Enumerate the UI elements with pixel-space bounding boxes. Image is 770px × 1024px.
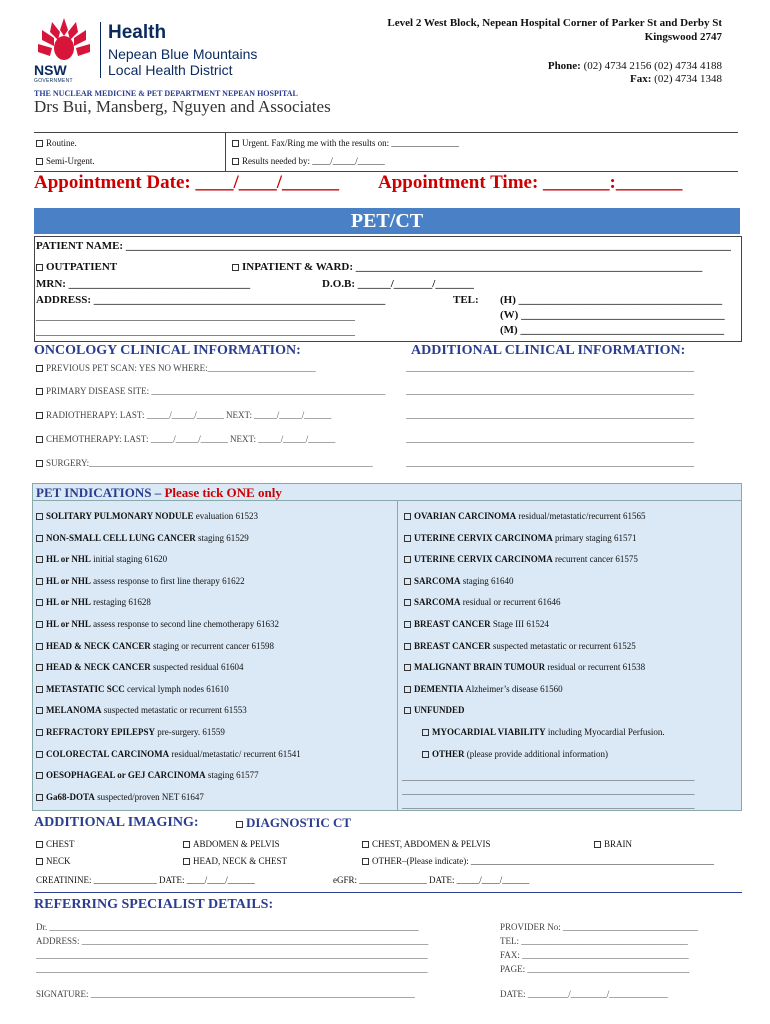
checkbox[interactable] bbox=[362, 841, 369, 848]
indication-name: HEAD & NECK CANCER bbox=[46, 662, 151, 673]
additional-info-line[interactable]: ________________________________________________________________ bbox=[406, 386, 694, 396]
checkbox[interactable] bbox=[232, 158, 239, 165]
checkbox[interactable] bbox=[404, 535, 411, 542]
checkbox[interactable] bbox=[183, 841, 190, 848]
other-info-line[interactable]: _________________________________________________________________ bbox=[402, 786, 695, 796]
checkbox[interactable] bbox=[36, 365, 43, 372]
government-wordmark: GOVERNMENT bbox=[34, 78, 73, 84]
indication-name: SARCOMA bbox=[414, 597, 461, 608]
additional-info-line[interactable]: ________________________________________________________________ bbox=[406, 458, 694, 468]
other-info-line[interactable]: _________________________________________________________________ bbox=[402, 800, 695, 810]
indication-option[interactable] bbox=[404, 662, 645, 672]
checkbox[interactable] bbox=[36, 158, 43, 165]
indication-detail: cervical lymph nodes 61610 bbox=[124, 683, 229, 694]
indication-detail: suspected metastatic or recurrent 61525 bbox=[490, 640, 636, 651]
brain-label: BRAIN bbox=[604, 839, 633, 849]
indication-detail: recurrent cancer 61575 bbox=[552, 554, 638, 565]
chest-option[interactable] bbox=[36, 839, 75, 849]
checkbox[interactable] bbox=[232, 140, 239, 147]
checkbox[interactable] bbox=[422, 751, 429, 758]
checkbox[interactable] bbox=[404, 599, 411, 606]
additional-imaging-heading: ADDITIONAL IMAGING: bbox=[34, 815, 199, 830]
checkbox[interactable] bbox=[36, 556, 43, 563]
indication-option[interactable] bbox=[404, 641, 636, 651]
inpatient-label: INPATIENT & WARD: _______________________________________________________________ bbox=[242, 261, 703, 273]
referrer-heading: REFERRING SPECIALIST DETAILS: bbox=[34, 897, 274, 912]
address-line-2-field[interactable]: __________________________________________________________ bbox=[36, 310, 355, 322]
neck-option[interactable] bbox=[36, 856, 71, 866]
chest-abdomen-pelvis-label: CHEST, ABDOMEN & PELVIS bbox=[372, 839, 491, 849]
referrer-page-field[interactable]: PAGE: ____________________________________ bbox=[500, 964, 690, 974]
referrer-address-line[interactable]: _______________________________________________________________________________________ bbox=[36, 950, 428, 960]
previous-pet-label: PREVIOUS PET SCAN: YES NO WHERE:________________________ bbox=[46, 363, 316, 373]
routine-option[interactable] bbox=[36, 138, 77, 148]
indication-detail: residual or recurrent 61646 bbox=[460, 597, 561, 608]
practice-name: Drs Bui, Mansberg, Nguyen and Associates bbox=[34, 97, 331, 116]
brain-option[interactable] bbox=[594, 839, 632, 849]
indication-option[interactable] bbox=[422, 727, 665, 737]
tel-label: TEL: bbox=[453, 294, 479, 306]
checkbox[interactable] bbox=[36, 388, 43, 395]
egfr-field[interactable]: eGFR: _______________ DATE: _____/____/______ bbox=[333, 875, 530, 885]
checkbox[interactable] bbox=[36, 841, 43, 848]
checkbox[interactable] bbox=[36, 599, 43, 606]
oncology-heading: ONCOLOGY CLINICAL INFORMATION: bbox=[34, 343, 301, 358]
head-neck-chest-option[interactable] bbox=[183, 856, 287, 866]
indication-option[interactable] bbox=[36, 705, 247, 715]
hospital-address bbox=[387, 16, 722, 44]
nsw-health-logo bbox=[34, 16, 294, 84]
indication-name: OVARIAN CARCINOMA bbox=[414, 511, 517, 521]
indication-name: SARCOMA bbox=[414, 575, 461, 586]
indication-name: REFRACTORY EPILEPSY bbox=[46, 727, 155, 737]
indication-option[interactable] bbox=[36, 597, 151, 607]
checkbox[interactable] bbox=[36, 621, 43, 628]
provider-number-field[interactable]: PROVIDER No: ______________________________ bbox=[500, 922, 699, 932]
checkbox[interactable] bbox=[36, 686, 43, 693]
primary-disease-field[interactable] bbox=[36, 386, 391, 396]
indication-detail: staging or recurrent cancer 61598 bbox=[150, 640, 274, 651]
indication-name: DEMENTIA bbox=[414, 683, 464, 694]
logo-divider bbox=[100, 22, 101, 78]
indication-detail: assess response to first line therapy 61622 bbox=[90, 575, 245, 586]
checkbox[interactable] bbox=[594, 841, 601, 848]
checkbox[interactable] bbox=[36, 772, 43, 779]
nsw-wordmark: NSW bbox=[34, 62, 67, 78]
phone-label: Phone: bbox=[547, 60, 581, 72]
indication-name: NON-SMALL CELL LUNG CANCER bbox=[46, 532, 196, 543]
radiotherapy-field[interactable] bbox=[36, 410, 391, 420]
indication-name: BREAST CANCER bbox=[414, 640, 491, 651]
results-needed-label: Results needed by: ____/_____/______ bbox=[242, 156, 385, 166]
indication-detail: staging 61529 bbox=[195, 532, 249, 543]
checkbox[interactable] bbox=[232, 264, 239, 271]
urgent-label: Urgent. Fax/Ring me with the results on: _______________ bbox=[242, 138, 459, 148]
tel-mobile-field[interactable]: (M) _____________________________________ bbox=[500, 324, 724, 336]
page-title: PET/CT bbox=[34, 208, 740, 234]
department-name: THE NUCLEAR MEDICINE & PET DEPARTMENT NEPEAN HOSPITAL bbox=[34, 89, 298, 98]
additional-info-line[interactable]: ________________________________________________________________ bbox=[406, 434, 694, 444]
checkbox[interactable] bbox=[36, 460, 43, 467]
semi-urgent-option[interactable] bbox=[36, 156, 95, 166]
diagnostic-ct-label: DIAGNOSTIC CT bbox=[246, 815, 352, 830]
indication-name: HEAD & NECK CANCER bbox=[46, 640, 151, 651]
surgery-label: SURGERY:_______________________________________________________________ bbox=[46, 458, 373, 468]
address-line-2: Kingswood 2747 bbox=[644, 31, 722, 43]
indication-name: OESOPHAGEAL or GEJ CARCINOMA bbox=[46, 770, 206, 781]
indication-option[interactable] bbox=[36, 554, 167, 564]
indication-option[interactable] bbox=[36, 576, 245, 586]
indication-detail: (please provide additional information) bbox=[464, 748, 608, 759]
urgent-option[interactable] bbox=[232, 138, 459, 148]
indications-instruction: Please tick ONE only bbox=[164, 485, 282, 500]
indication-detail: primary staging 61571 bbox=[552, 532, 637, 543]
phone-values: (02) 4734 2156 (02) 4734 4188 bbox=[583, 60, 722, 72]
radiotherapy-label: RADIOTHERAPY: LAST: _____/_____/______ NEXT: _____/_____/______ bbox=[46, 410, 332, 420]
district-line-1: Nepean Blue Mountains bbox=[108, 46, 258, 62]
outpatient-label: OUTPATIENT bbox=[46, 261, 118, 273]
abdomen-pelvis-option[interactable] bbox=[183, 839, 280, 849]
address-line-3-field[interactable]: __________________________________________________________ bbox=[36, 325, 355, 337]
mrn-field[interactable]: MRN: _________________________________ bbox=[36, 278, 251, 290]
dob-field[interactable]: D.O.B: ______/_______/_______ bbox=[322, 278, 474, 290]
checkbox[interactable] bbox=[36, 664, 43, 671]
indication-detail: residual/metastatic/ recurrent 61541 bbox=[169, 748, 301, 759]
head-neck-chest-label: HEAD, NECK & CHEST bbox=[193, 856, 287, 866]
checkbox[interactable] bbox=[36, 751, 43, 758]
address-field[interactable]: ADDRESS: _____________________________________________________ bbox=[36, 294, 386, 306]
divider bbox=[397, 500, 398, 811]
indication-name: MELANOMA bbox=[46, 705, 102, 716]
checkbox[interactable] bbox=[404, 686, 411, 693]
indication-option[interactable] bbox=[404, 533, 636, 543]
outpatient-option[interactable] bbox=[36, 261, 117, 273]
checkbox[interactable] bbox=[236, 821, 243, 828]
indication-detail: Alzheimer’s disease 61560 bbox=[463, 683, 563, 694]
indication-detail: suspected residual 61604 bbox=[150, 662, 244, 673]
appointment-date[interactable]: Appointment Date: ____/____/______ bbox=[34, 172, 340, 193]
checkbox[interactable] bbox=[404, 664, 411, 671]
checkbox[interactable] bbox=[36, 858, 43, 865]
chemotherapy-field[interactable] bbox=[36, 434, 391, 444]
primary-disease-label: PRIMARY DISEASE SITE: ____________________________________________________ bbox=[46, 386, 386, 396]
checkbox[interactable] bbox=[36, 535, 43, 542]
indication-detail: suspected/proven NET 61647 bbox=[94, 791, 204, 802]
indication-option[interactable] bbox=[422, 749, 608, 759]
referrer-tel-field[interactable]: TEL: _____________________________________ bbox=[500, 936, 688, 946]
checkbox[interactable] bbox=[404, 513, 411, 520]
indication-option[interactable] bbox=[36, 662, 244, 672]
appointment-time[interactable]: Appointment Time: _______:_______ bbox=[378, 172, 683, 193]
chest-abdomen-pelvis-option[interactable] bbox=[362, 839, 491, 849]
indication-name: MYOCARDIAL VIABILITY bbox=[432, 727, 546, 737]
indication-option[interactable] bbox=[404, 705, 465, 715]
checkbox[interactable] bbox=[36, 643, 43, 650]
indication-option[interactable] bbox=[404, 554, 638, 564]
indication-option[interactable] bbox=[404, 684, 563, 694]
indication-detail: staging 61577 bbox=[205, 770, 259, 781]
indication-name: COLORECTAL CARCINOMA bbox=[46, 748, 170, 759]
indication-option[interactable] bbox=[36, 619, 279, 629]
indication-detail: assess response to second line chemotherapy 61632 bbox=[90, 619, 280, 629]
referrer-address-line[interactable]: _______________________________________________________________________________________ bbox=[36, 964, 428, 974]
indication-name: BREAST CANCER bbox=[414, 619, 491, 629]
divider bbox=[34, 892, 742, 893]
health-wordmark: Health bbox=[108, 22, 167, 43]
surgery-field[interactable] bbox=[36, 458, 391, 468]
indication-name: METASTATIC SCC bbox=[46, 683, 125, 694]
indication-option[interactable] bbox=[36, 641, 274, 651]
indication-name: MALIGNANT BRAIN TUMOUR bbox=[414, 662, 546, 673]
indication-name: HL or NHL bbox=[46, 597, 91, 608]
indication-name: UTERINE CERVIX CARCINOMA bbox=[414, 554, 553, 565]
fax-label: Fax: bbox=[630, 73, 652, 85]
diagnostic-ct-option[interactable] bbox=[236, 815, 351, 831]
routine-label: Routine. bbox=[46, 138, 77, 148]
divider bbox=[225, 132, 226, 171]
indication-detail: suspected metastatic or recurrent 61553 bbox=[101, 705, 247, 716]
chest-label: CHEST bbox=[46, 839, 75, 849]
address-line-1: Level 2 West Block, Nepean Hospital Corner of Parker St and Derby St bbox=[387, 17, 722, 29]
indication-option[interactable] bbox=[36, 684, 229, 694]
indication-name: HL or NHL bbox=[46, 554, 91, 565]
indication-option[interactable] bbox=[36, 533, 249, 543]
semi-urgent-label: Semi-Urgent. bbox=[46, 156, 95, 166]
referrer-fax-field[interactable]: FAX: _____________________________________ bbox=[500, 950, 689, 960]
signature-field[interactable]: SIGNATURE: ________________________________________________________________________ bbox=[36, 989, 415, 999]
other-info-line[interactable]: _________________________________________________________________ bbox=[402, 772, 695, 782]
referrer-address-field[interactable]: ADDRESS: _____________________________________________________________________________ bbox=[36, 936, 429, 946]
indication-name: SOLITARY PULMONARY NODULE bbox=[46, 511, 194, 521]
referrer-name-field[interactable]: Dr. __________________________________________________________________________________ bbox=[36, 922, 419, 932]
tel-home-field[interactable]: (H) _____________________________________ bbox=[500, 294, 723, 306]
indication-detail: evaluation 61523 bbox=[193, 511, 259, 521]
additional-info-line[interactable]: ________________________________________________________________ bbox=[406, 410, 694, 420]
indication-option[interactable] bbox=[404, 619, 549, 629]
chemotherapy-label: CHEMOTHERAPY: LAST: _____/_____/______ NEXT: _____/_____/______ bbox=[46, 434, 336, 444]
indication-option[interactable] bbox=[36, 727, 225, 737]
indication-option[interactable] bbox=[404, 576, 514, 586]
indication-detail: including Myocardial Perfusion. bbox=[545, 727, 665, 737]
indication-name: UNFUNDED bbox=[414, 705, 465, 716]
indication-detail: pre-surgery. 61559 bbox=[154, 727, 225, 737]
indication-option[interactable] bbox=[404, 597, 560, 607]
checkbox[interactable] bbox=[183, 858, 190, 865]
indication-name: OTHER bbox=[432, 748, 465, 759]
checkbox[interactable] bbox=[362, 858, 369, 865]
indication-detail: residual/metastatic/recurrent 61565 bbox=[516, 511, 646, 521]
patient-name-field[interactable]: PATIENT NAME: ______________________________________________________________________________________________________________ bbox=[36, 240, 731, 252]
results-needed-option[interactable] bbox=[232, 156, 385, 166]
abdomen-pelvis-label: ABDOMEN & PELVIS bbox=[193, 839, 280, 849]
indication-name: Ga68-DOTA bbox=[46, 791, 95, 802]
pet-indications-heading bbox=[36, 485, 282, 501]
neck-label: NECK bbox=[46, 856, 71, 866]
checkbox[interactable] bbox=[36, 140, 43, 147]
checkbox[interactable] bbox=[422, 729, 429, 736]
indication-name: HL or NHL bbox=[46, 575, 91, 586]
other-imaging-label: OTHER–(Please indicate): ______________________________________________________ bbox=[372, 856, 714, 866]
checkbox[interactable] bbox=[36, 412, 43, 419]
indication-option[interactable] bbox=[36, 792, 204, 802]
previous-pet-scan-field[interactable] bbox=[36, 363, 391, 373]
checkbox[interactable] bbox=[36, 578, 43, 585]
indication-name: HL or NHL bbox=[46, 619, 91, 629]
checkbox[interactable] bbox=[404, 621, 411, 628]
additional-info-line[interactable]: ________________________________________________________________ bbox=[406, 363, 694, 373]
indication-detail: residual or recurrent 61538 bbox=[545, 662, 646, 673]
checkbox[interactable] bbox=[36, 794, 43, 801]
indication-detail: restaging 61628 bbox=[90, 597, 151, 608]
divider bbox=[34, 132, 738, 133]
additional-clinical-heading: ADDITIONAL CLINICAL INFORMATION: bbox=[411, 343, 686, 358]
district-name bbox=[108, 46, 257, 78]
indication-detail: Stage III 61524 bbox=[490, 619, 549, 629]
creatinine-field[interactable]: CREATININE: ______________ DATE: ____/____/______ bbox=[36, 875, 255, 885]
waratah-icon bbox=[34, 16, 94, 66]
other-imaging-option[interactable] bbox=[362, 856, 732, 866]
checkbox[interactable] bbox=[404, 556, 411, 563]
checkbox[interactable] bbox=[404, 643, 411, 650]
checkbox[interactable] bbox=[36, 729, 43, 736]
indications-title: PET INDICATIONS – bbox=[36, 485, 162, 500]
indication-detail: initial staging 61620 bbox=[90, 554, 168, 565]
fax-value: (02) 4734 1348 bbox=[654, 73, 722, 85]
checkbox[interactable] bbox=[36, 264, 43, 271]
indication-option[interactable] bbox=[404, 511, 646, 521]
tel-work-field[interactable]: (W) _____________________________________ bbox=[500, 309, 725, 321]
indication-name: UTERINE CERVIX CARCINOMA bbox=[414, 532, 553, 543]
checkbox[interactable] bbox=[36, 513, 43, 520]
indication-detail: staging 61640 bbox=[460, 575, 514, 586]
checkbox[interactable] bbox=[404, 707, 411, 714]
indication-option[interactable] bbox=[36, 770, 259, 780]
indication-option[interactable] bbox=[36, 749, 301, 759]
district-line-2: Local Health District bbox=[108, 62, 233, 78]
contact-numbers bbox=[548, 60, 722, 86]
checkbox[interactable] bbox=[36, 436, 43, 443]
inpatient-option[interactable] bbox=[232, 261, 732, 273]
referral-date-field[interactable]: DATE: _________/________/_____________ bbox=[500, 989, 668, 999]
checkbox[interactable] bbox=[36, 707, 43, 714]
checkbox[interactable] bbox=[404, 578, 411, 585]
indication-option[interactable] bbox=[36, 511, 258, 521]
